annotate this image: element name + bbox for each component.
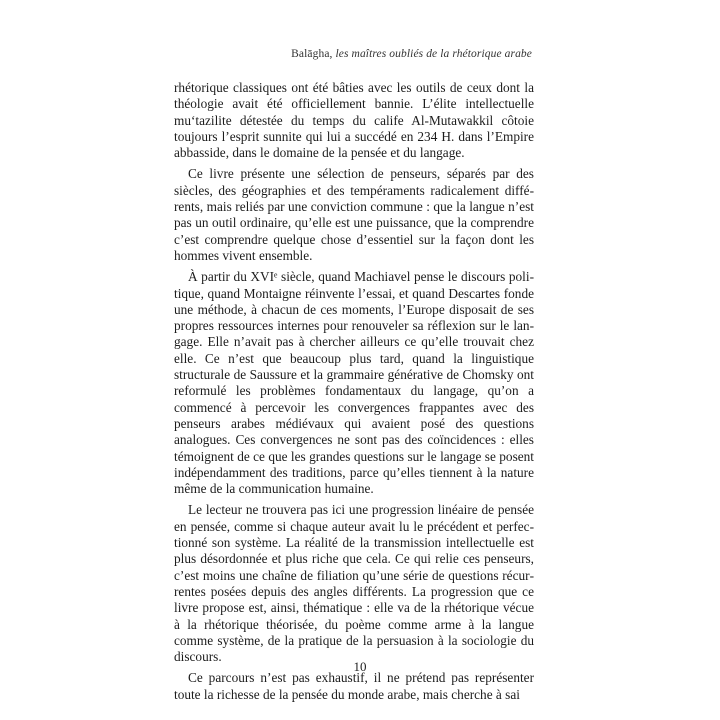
paragraph: Le lecteur ne trouvera pas ici une progression linéaire de pensée en pensée, comme si chaque auteur avait lu le précédent et perfectionné son système. La réalité de la transmission intellectuelle est plus désordonnée et plus riche que cela. Ce qui relie ces penseurs, c’est moins une chaîne de filiation qu’une série de questions récurrentes posées depuis des angles différents. La progression que ce livre propose est, ainsi, thématique : elle va de la rhétorique vécue à la rhétorique théorisée, du poème comme arme à la langue comme système, de la pratique de la persuasion à la sociologie du discours. bbox=[174, 502, 534, 665]
body-text bbox=[174, 80, 534, 708]
paragraph-continuation: rhétorique classiques ont été bâties avec les outils de ceux dont la théologie avait été officiellement bannie. L’élite intellectuelle mu‘tazilite détestée du temps du calife Al-Mutawakkil côtoie toujours l’esprit sunnite qui lui a succédé en 234 H. dans l’Empire abbasside, dans le domaine de la pensée et du langage. bbox=[174, 80, 534, 161]
running-header-prefix: Balāgha, bbox=[291, 48, 336, 60]
running-header bbox=[291, 48, 532, 60]
page-number: 10 bbox=[353, 659, 367, 674]
paragraph: Ce livre présente une sélection de penseurs, séparés par des siècles, des géographies et des tempéraments radicalement différents, mais reliés par une conviction commune : que la langue n’est pas un outil ordinaire, qu’elle est une puissance, que la comprendre c’est comprendre quelque chose d’essentiel sur la façon dont les hommes vivent ensemble. bbox=[174, 166, 534, 263]
running-header-subtitle: les maîtres oubliés de la rhétorique arabe bbox=[335, 48, 532, 60]
paragraph: À partir du XVIᵉ siècle, quand Machiavel pense le discours politique, quand Montaigne réinvente l’essai, et quand Descartes fonde une méthode, à chacun de ces moments, l’Europe disposait de ses propres ressources internes pour renouveler sa réflexion sur le langage. Elle n’avait pas à chercher ailleurs ce qu’elle trouvait chez elle. Ce n’est que beaucoup plus tard, quand la linguistique structurale de Saussure et la grammaire générative de Chomsky ont reformulé les problèmes fondamentaux du langage, qu’on a commencé à percevoir les convergences frappantes avec des penseurs arabes médiévaux qui avaient posé des questions analogues. Ces convergences ne sont pas des coïncidences : elles témoignent de ce que les grandes questions sur le langage se posent indépendamment des traditions, parce qu’elles tiennent à la nature même de la communication humaine. bbox=[174, 269, 534, 497]
paragraph: Ce parcours n’est pas exhaustif, il ne prétend pas représenter toute la richesse de la pensée du monde arabe, mais cherche à sai bbox=[174, 670, 534, 702]
